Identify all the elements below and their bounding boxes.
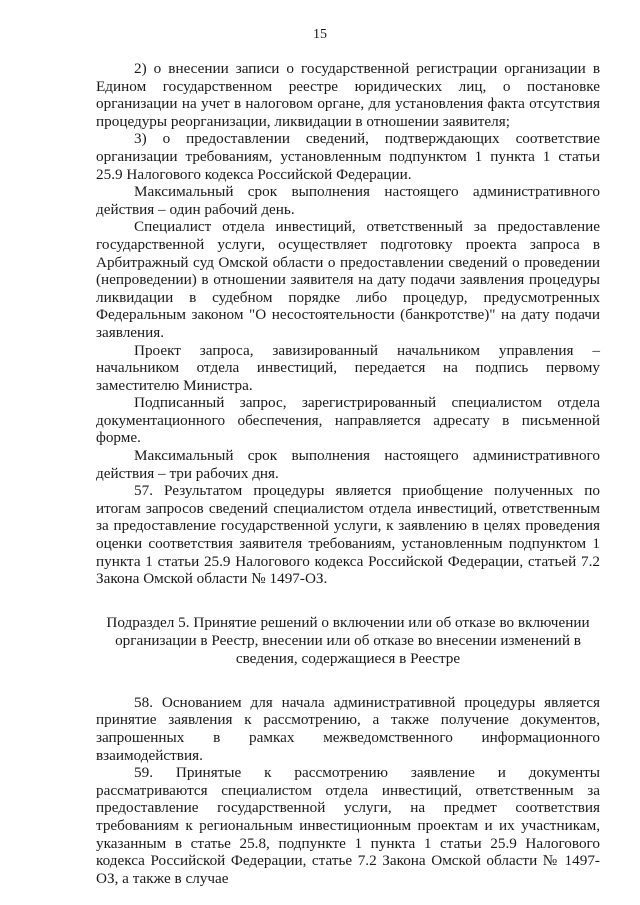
paragraph-item-2: 2) о внесении записи о государственной регистрации организации в Едином государственном реестре юридических лиц, о постановке организации на учет в налоговом органе, для установления факта отсутствия процедуры реорганизации, ликвидации в отношении заявителя;: [96, 60, 600, 130]
paragraph-59: 59. Принятые к рассмотрению заявление и документы рассматриваются специалистом отдела инвестиций, ответственным за предоставление государственной услуги, на предмет соответствия требованиям к региональным инвестиционным проектам и их участникам, указанным в статье 25.8, подпункте 1 пункта 1 статьи 25.9 Налогового кодекса Российской Федерации, статье 7.2 Закона Омской области № 1497-ОЗ, а также в случае: [96, 764, 600, 887]
paragraph-item-3: 3) о предоставлении сведений, подтверждающих соответствие организации требованиям, установленным подпунктом 1 пункта 1 статьи 25.9 Налогового кодекса Российской Федерации.: [96, 130, 600, 183]
paragraph-signed-request: Подписанный запрос, зарегистрированный специалистом отдела документационного обеспечения, направляется адресату в письменной форме.: [96, 394, 600, 447]
paragraph-draft-request: Проект запроса, завизированный начальником управления – начальником отдела инвестиций, передается на подпись первому заместителю Министра.: [96, 341, 600, 394]
paragraph-deadline-three-days: Максимальный срок выполнения настоящего административного действия – три рабочих дня.: [96, 447, 600, 482]
paragraph-57: 57. Результатом процедуры является приобщение полученных по итогам запросов сведений специалистом отдела инвестиций, ответственным за предоставление государственной услуги, к заявлению в целях проведения оценки соответствия заявителя требованиям, установленным подпунктом 1 пункта 1 статьи 25.9 Налогового кодекса Российской Федерации, статьей 7.2 Закона Омской области № 1497-ОЗ.: [96, 482, 600, 588]
paragraph-deadline-one-day: Максимальный срок выполнения настоящего административного действия – один рабочий день.: [96, 183, 600, 218]
paragraph-arbitration-request: Специалист отдела инвестиций, ответственный за предоставление государственной услуги, осуществляет подготовку проекта запроса в Арбитражный суд Омской области о предоставлении сведений о проведении (непроведении) в отношении заявителя на дату подачи заявления процедуры ликвидации в судебном порядке либо процедур, предусмотренных Федеральным законом "О несостоятельности (банкротстве)" на дату подачи заявления.: [96, 218, 600, 341]
paragraph-58: 58. Основанием для начала административной процедуры является принятие заявления к рассмотрению, а также получение документов, запрошенных в рамках межведомственного информационного взаимодействия.: [96, 693, 600, 764]
section-heading: Подраздел 5. Принятие решений о включении или об отказе во включении организации в Реестр, внесении или об отказе во внесении изменений в сведения, содержащиеся в Реестре: [106, 613, 590, 667]
document-body: [96, 60, 600, 887]
page-number: 15: [313, 27, 327, 42]
